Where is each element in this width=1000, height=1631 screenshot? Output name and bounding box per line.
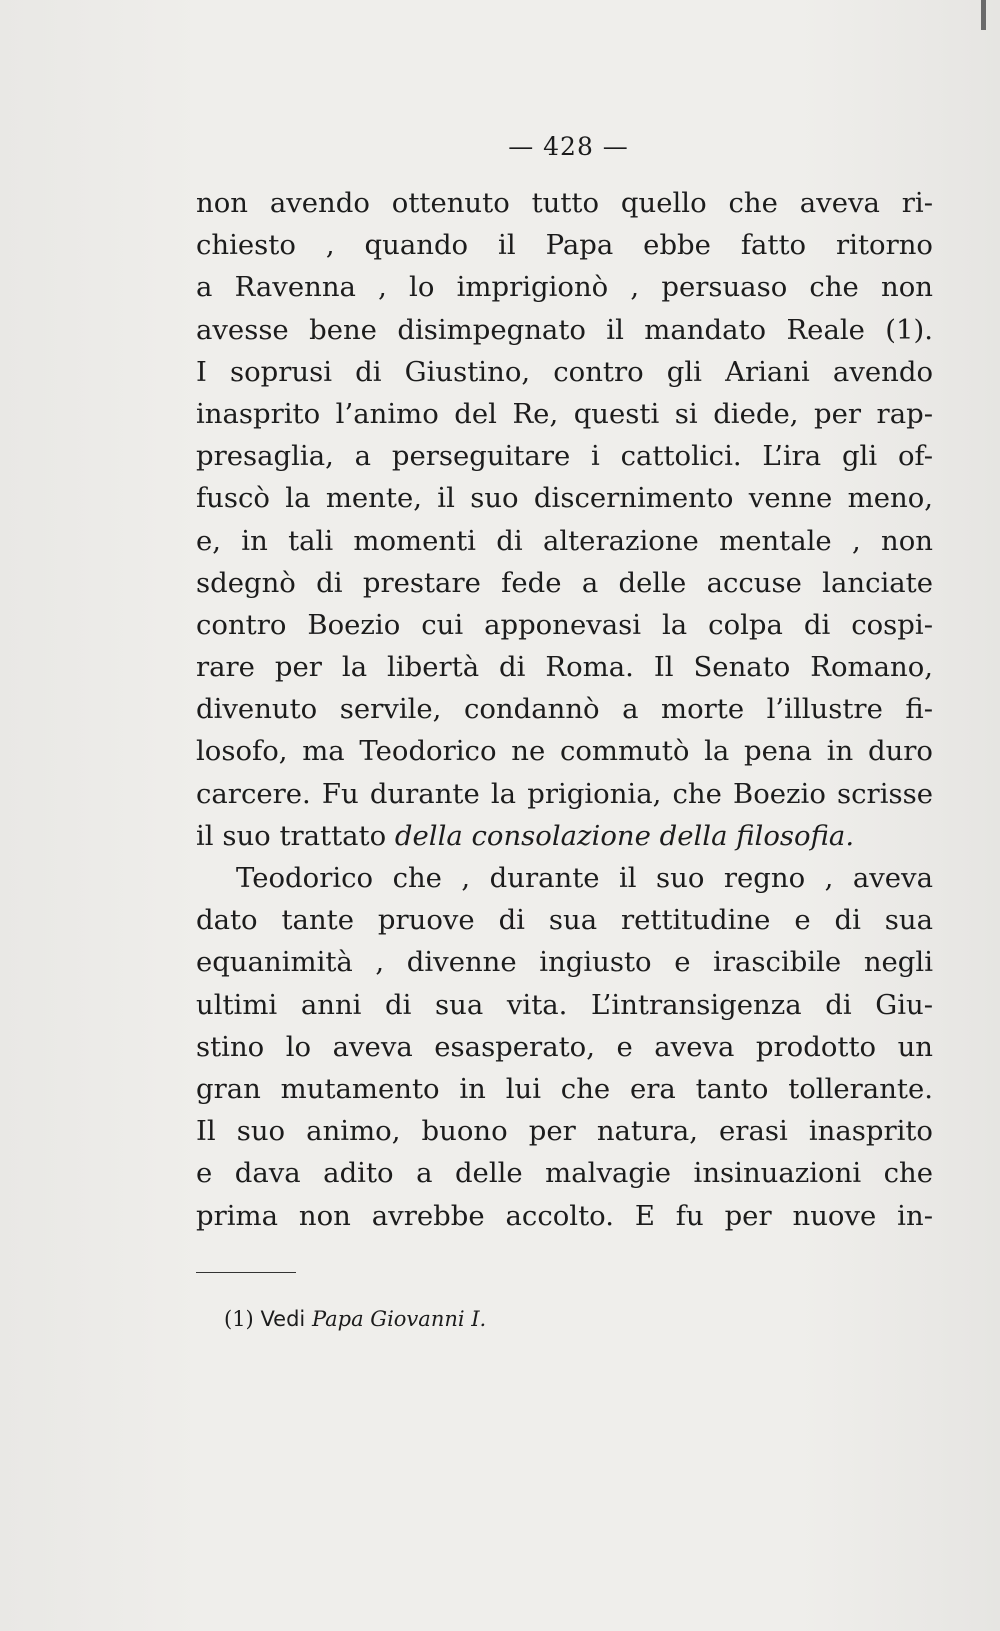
text-line: inasprito l’animo del Re, questi si diede, per rap-	[196, 397, 933, 430]
paragraph-first-line: Teodorico che , durante il suo regno , aveva	[236, 862, 933, 894]
page-number: — 428 —	[508, 132, 629, 161]
text-line: a Ravenna , lo imprigionò , persuaso che non	[196, 271, 933, 304]
text-line: chiesto , quando il Papa ebbe fatto ritorno	[196, 229, 933, 262]
footnote	[224, 1307, 486, 1331]
footnote-text: Vedi	[260, 1307, 306, 1331]
text-span: il suo trattato	[196, 819, 395, 852]
body-text	[196, 182, 933, 1237]
text-line: contro Boezio cui apponevasi la colpa di cospi-	[196, 608, 933, 641]
text-line: carcere. Fu durante la prigionia, che Boezio scrisse	[196, 777, 933, 810]
footnote-separator	[196, 1272, 296, 1273]
text-line: dato tante pruove di sua rettitudine e di sua	[196, 904, 933, 937]
text-line: fuscò la mente, il suo discernimento venne meno,	[196, 482, 933, 515]
scan-edge-mark	[981, 0, 986, 30]
text-line: ultimi anni di sua vita. L’intransigenza di Giu-	[196, 988, 933, 1021]
text-line: divenuto servile, condannò a morte l’illustre fi-	[196, 693, 933, 726]
text-line: e, in tali momenti di alterazione mentale , non	[196, 524, 933, 557]
text-line: sdegnò di prestare fede a delle accuse lanciate	[196, 566, 933, 599]
text-line: prima non avrebbe accolto. E fu per nuove in-	[196, 1199, 933, 1232]
footnote-ref: (1)	[224, 1307, 254, 1331]
text-line: stino lo aveva esasperato, e aveva prodotto un	[196, 1030, 933, 1063]
text-line: I soprusi di Giustino, contro gli Ariani avendo	[196, 355, 933, 388]
text-line: losofo, ma Teodorico ne commutò la pena in duro	[196, 735, 933, 768]
text-line: presaglia, a perseguitare i cattolici. L’ira gli of-	[196, 440, 933, 473]
footnote-title: Papa Giovanni I.	[311, 1307, 487, 1331]
text-line: Il suo animo, buono per natura, erasi inasprito	[196, 1115, 933, 1148]
text-line: rare per la libertà di Roma. Il Senato Romano,	[196, 651, 933, 684]
text-line-paragraph-end	[196, 815, 933, 857]
text-line: avesse bene disimpegnato il mandato Reale (1).	[196, 313, 933, 346]
italic-book-title: della consolazione della filosofia.	[394, 819, 855, 852]
text-line: e dava adito a delle malvagie insinuazioni che	[196, 1157, 933, 1190]
text-line: equanimità , divenne ingiusto e irascibile negli	[196, 946, 933, 979]
text-line: gran mutamento in lui che era tanto tollerante.	[196, 1072, 933, 1105]
text-line: non avendo ottenuto tutto quello che aveva ri-	[196, 187, 933, 219]
